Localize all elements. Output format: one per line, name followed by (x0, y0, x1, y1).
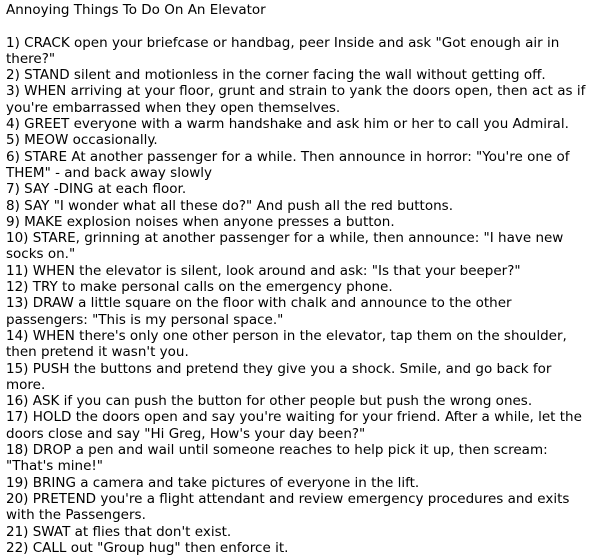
list-item: 13) DRAW a little square on the floor with chalk and announce to the other passengers: "This is my personal space." (6, 295, 512, 328)
list-item: 20) PRETEND you're a flight attendant and review emergency procedures and exits with the Passengers. (6, 490, 570, 524)
list-item: 5) MEOW occasionally. (6, 132, 158, 149)
list-item: 11) WHEN the elevator is silent, look around and ask: "Is that your beeper?" (6, 262, 521, 279)
list-item: 2) STAND silent and motionless in the corner facing the wall without getting off. (6, 67, 546, 84)
list-item: 14) WHEN there's only one other person in the elevator, tap them on the shoulder, then pretend it wasn't you. (6, 327, 567, 361)
list-item: 1) CRACK open your briefcase or handbag, peer Inside and ask "Got enough air in there?" (6, 34, 560, 67)
list-item: 6) STARE At another passenger for a while. Then announce in horror: "You're one of THEM" - and back away slowly (6, 148, 570, 181)
annoying-things-list (6, 35, 594, 556)
list-item: 15) PUSH the buttons and pretend they give you a shock. Smile, and go back for more. (6, 360, 552, 393)
list-item: 21) SWAT at flies that don't exist. (6, 523, 232, 540)
document-title: Annoying Things To Do On An Elevator (6, 2, 266, 18)
list-item: 3) WHEN arriving at your floor, grunt and strain to yank the doors open, then act as if you're embarrassed when they open themselves. (6, 83, 586, 116)
list-item: 10) STARE, grinning at another passenger for a while, then announce: "I have new socks on." (6, 230, 564, 263)
list-item: 16) ASK if you can push the button for other people but push the wrong ones. (6, 393, 533, 410)
list-item: 12) TRY to make personal calls on the emergency phone. (6, 279, 393, 296)
list-item: 9) MAKE explosion noises when anyone presses a button. (6, 213, 395, 230)
list-item: 18) DROP a pen and wail until someone reaches to help pick it up, then scream: "That's mine!" (6, 442, 548, 475)
list-item: 19) BRING a camera and take pictures of everyone in the lift. (6, 474, 420, 491)
list-item: 17) HOLD the doors open and say you're waiting for your friend. After a while, let the doors close and say "Hi Greg, How's your day been?" (6, 409, 582, 442)
list-item: 7) SAY -DING at each floor. (6, 181, 187, 198)
list-item: 22) CALL out "Group hug" then enforce it. (6, 539, 289, 556)
list-item: 8) SAY "I wonder what all these do?" And push all the red buttons. (6, 197, 453, 214)
list-item: 4) GREET everyone with a warm handshake and ask him or her to call you Admiral. (6, 116, 569, 133)
